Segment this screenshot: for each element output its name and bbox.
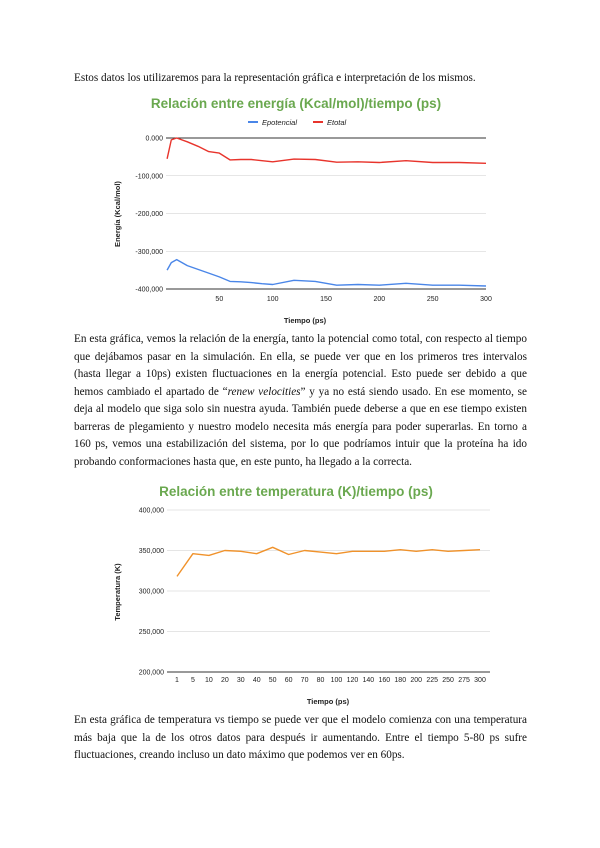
- temperature-series-line: [177, 547, 480, 576]
- temperature-x-tick-label: 250: [442, 677, 454, 684]
- energy-chart-title: Relación entre energía (Kcal/mol)/tiempo (ps): [150, 96, 442, 111]
- temperature-x-tick-label: 40: [252, 677, 261, 684]
- temperature-x-axis-label: Tiempo (ps): [306, 697, 350, 706]
- temperature-x-tick-label: 10: [204, 677, 213, 684]
- temperature-x-tick-label: 300: [474, 677, 486, 684]
- temperature-x-tick-label: 140: [362, 677, 375, 684]
- temperature-y-tick-label: 300,000: [138, 588, 164, 596]
- temperature-x-tick-label: 100: [330, 677, 343, 684]
- temperature-x-tick-label: 60: [284, 677, 293, 684]
- intro-paragraph: Estos datos los utilizaremos para la representación gráfica e interpretación de los mismos.: [74, 72, 476, 84]
- legend-label-epotencial: Epotencial: [262, 118, 298, 127]
- energy-x-tick-label: 100: [266, 296, 279, 303]
- energy-x-tick-label: 250: [426, 296, 439, 303]
- temperature-x-tick-label: 180: [394, 677, 407, 684]
- temperature-y-tick-label: 250,000: [138, 629, 164, 636]
- temperature-x-tick-label: 1: [175, 677, 179, 684]
- energy-y-tick-label: -300,000: [135, 248, 163, 256]
- energy-y-axis-label: Energía (Kcal/mol): [113, 181, 122, 247]
- temperature-y-tick-label: 350,000: [138, 548, 164, 555]
- temperature-y-tick-label: 200,000: [138, 669, 164, 677]
- temperature-y-axis-label: Temperatura (K): [113, 563, 122, 621]
- energy-y-tick-label: 0.000: [145, 135, 163, 143]
- temperature-x-tick-label: 200: [410, 677, 423, 684]
- energy-x-tick-label: 150: [320, 296, 332, 303]
- temperature-y-tick-label: 400,000: [138, 507, 164, 515]
- energy-y-tick-label: -400,000: [135, 286, 163, 294]
- temperature-x-tick-label: 160: [378, 677, 391, 684]
- temperature-x-tick-label: 70: [300, 677, 309, 684]
- temperature-x-tick-label: 225: [426, 677, 439, 684]
- energy-x-tick-label: 300: [480, 296, 492, 303]
- temperature-x-tick-label: 30: [236, 677, 245, 684]
- temperature-description-paragraph: En esta gráfica de temperatura vs tiempo se puede ver que el modelo comienza con una temperatura más baja que la de los otros datos para después ir aumentando. Entre el tiempo 5-80 ps sufre fluctuaciones, creando incluso un dato máximo que podemos ver en 60ps.: [74, 714, 527, 761]
- paragraph1-emphasis: renew velocities: [227, 385, 301, 398]
- temperature-x-tick-label: 5: [190, 677, 195, 684]
- energy-x-tick-label: 200: [373, 296, 386, 303]
- energy-x-tick-label: 50: [215, 296, 224, 303]
- temperature-chart-title: Relación entre temperatura (K)/tiempo (ps): [159, 484, 433, 499]
- temperature-x-tick-label: 80: [316, 677, 325, 684]
- legend-label-etotal: Etotal: [327, 118, 347, 127]
- temperature-x-tick-label: 20: [220, 677, 229, 684]
- energy-y-tick-label: -100,000: [135, 173, 163, 181]
- energy-y-tick-label: -200,000: [135, 211, 163, 218]
- paragraph1-text-b: ” y ya no está siendo usado. En ese momento, se deja al modelo que siga solo sin nuestra ayuda. También puede deberse a que en ese tiempo existen barreras de plegamiento y nuestro modelo necesita más energía para poder superarlas. En torno a 160 ps, vemos una estabilización del sistema, por lo que podríamos intuir que la proteína ha ido probando conformaciones hasta que, en este punto, ha llegado a la correcta.: [74, 385, 527, 468]
- paragraph1-text-a: En esta gráfica, vemos la relación de la energía, tanto la potencial como total, con respecto al tiempo que dejábamos pasar en la simulación. En ella, se puede ver que en los primeros tres intervalos (hasta llegar a 10ps) existen fluctuaciones en la energía potencial. Esto puede ser debido a que hemos cambiado el apartado de “: [74, 333, 527, 398]
- temperature-x-tick-label: 50: [268, 677, 277, 684]
- energy-x-axis-label: Tiempo (ps): [283, 316, 327, 325]
- temperature-x-tick-label: 275: [458, 677, 470, 684]
- temperature-x-tick-label: 120: [346, 677, 359, 684]
